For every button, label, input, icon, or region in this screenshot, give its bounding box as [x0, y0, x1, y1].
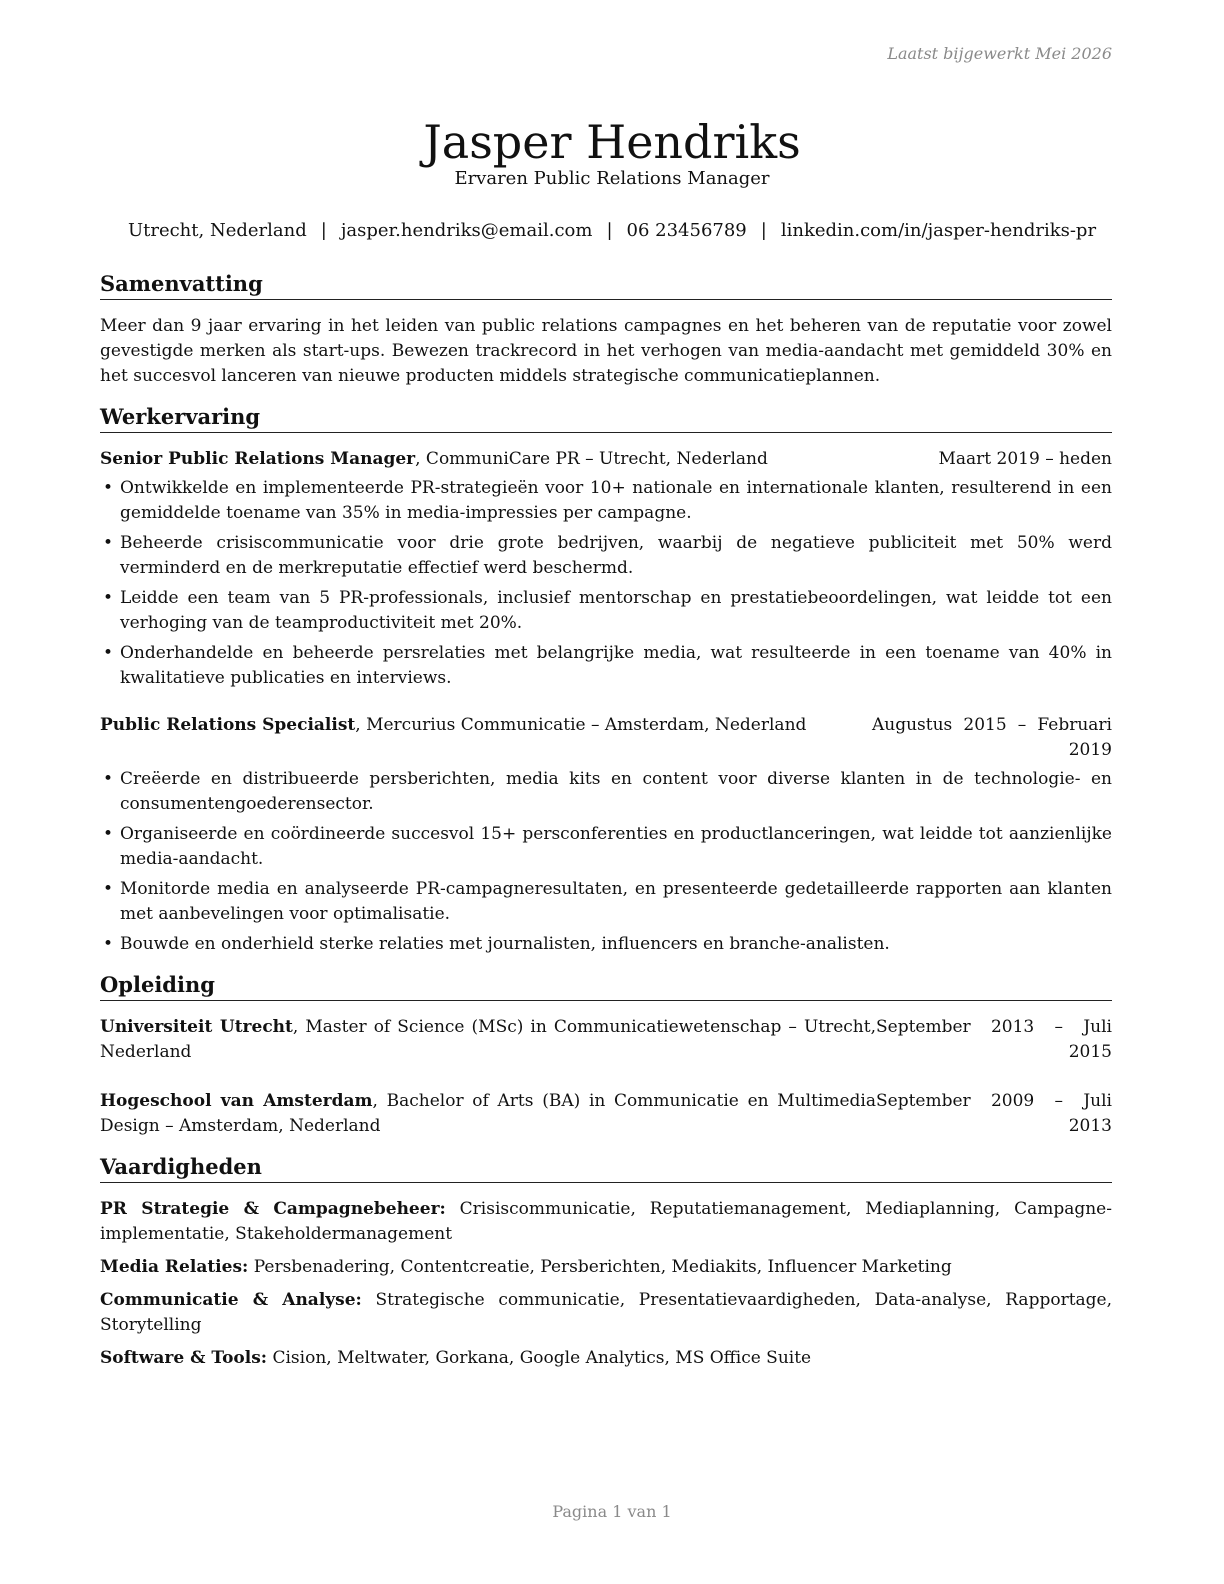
job-bullet: • Monitorde media en analyseerde PR-campagneresultaten, en presenteerde gedetailleerde rapporten aan klanten met aanbevelingen voor optimalisatie. [100, 877, 1112, 927]
job-bullet: • Onderhandelde en beheerde persrelaties met belangrijke media, wat resulteerde in een toename van 40% in kwalitatieve publicaties en interviews. [100, 641, 1112, 691]
skill-value: Crisiscommunicatie, Reputatiemanagement, Mediaplanning, Campagne-implementatie, Stakeholdermanagement [100, 1199, 1112, 1244]
skill-label: Media Relaties: [100, 1257, 249, 1277]
summary-section [100, 270, 1112, 389]
job-role-line [100, 447, 914, 472]
education-detail: , Bachelor of Arts (BA) in Communicatie en Multimedia Design – Amsterdam, Nederland [100, 1091, 876, 1136]
skills-section [100, 1153, 1112, 1371]
education-school: Universiteit Utrecht [100, 1017, 293, 1037]
education-section [100, 971, 1112, 1139]
education-description [100, 1089, 876, 1139]
contact-separator: | [760, 220, 767, 241]
skill-label: Software & Tools: [100, 1348, 268, 1368]
job-bullet: • Ontwikkelde en implementeerde PR-strategieën voor 10+ nationale en internationale klanten, resulterend in een gemiddelde toename van 35% in media-impressies per campagne. [100, 476, 1112, 526]
job-dates: Augustus 2015 – Februari 2019 [872, 715, 1112, 760]
job-bullets [100, 476, 1112, 691]
contact-separator: | [320, 220, 327, 241]
job-org: , Mercurius Communicatie – Amsterdam, Nederland [355, 715, 807, 735]
job-bullet: • Organiseerde en coördineerde succesvol 15+ persconferenties en productlanceringen, wat leidde tot aanzienlijke media-aandacht. [100, 822, 1112, 872]
contact-email[interactable]: jasper.hendriks@email.com [340, 220, 593, 241]
candidate-title: Ervaren Public Relations Manager [454, 168, 770, 189]
section-title-skills: Vaardigheden [100, 1153, 1112, 1183]
education-entry [100, 1089, 1112, 1139]
section-title-experience: Werkervaring [100, 403, 1112, 433]
education-dates: September 2013 – Juli 2015 [876, 1017, 1112, 1062]
skill-row [100, 1197, 1112, 1247]
contact-location: Utrecht, Nederland [127, 220, 307, 241]
job-org: , CommuniCare PR – Utrecht, Nederland [415, 449, 768, 469]
job-bullet: • Bouwde en onderhield sterke relaties met journalisten, influencers en branche-analisten. [100, 932, 1112, 957]
job-role: Senior Public Relations Manager [100, 449, 416, 469]
education-detail: , Master of Science (MSc) in Communicatiewetenschap – Utrecht, Nederland [100, 1017, 876, 1062]
skill-row [100, 1346, 1112, 1371]
section-title-summary: Samenvatting [100, 270, 1112, 300]
skill-value: Strategische communicatie, Presentatievaardigheden, Data-analyse, Rapportage, Storytelling [100, 1290, 1113, 1335]
last-updated-note: Laatst bijgewerkt Mei 2026 [887, 44, 1112, 63]
summary-text: Meer dan 9 jaar ervaring in het leiden van public relations campagnes en het beheren van de reputatie voor zowel gevestigde merken als start-ups. Bewezen trackrecord in het verhogen van media-aandacht met gemiddeld 30% en het succesvol lanceren van nieuwe producten middels strategische communicatieplannen. [100, 316, 1112, 386]
education-dates: September 2009 – Juli 2013 [876, 1091, 1112, 1136]
experience-section [100, 403, 1112, 957]
job-header [100, 447, 1112, 472]
job-bullet: • Creëerde en distribueerde persberichten, media kits en content voor diverse klanten in de technologie- en consumentengoederensector. [100, 767, 1112, 817]
job-header [100, 713, 1112, 763]
candidate-name: Jasper Hendriks [423, 114, 801, 169]
contact-linkedin[interactable]: linkedin.com/in/jasper-hendriks-pr [780, 220, 1097, 241]
contact-separator: | [606, 220, 613, 241]
education-entry [100, 1015, 1112, 1065]
skill-label: Communicatie & Analyse: [100, 1290, 362, 1310]
job-role-line [100, 713, 848, 738]
page-number: Pagina 1 van 1 [552, 1502, 672, 1521]
job-entry [100, 447, 1112, 691]
job-dates: Maart 2019 – heden [938, 449, 1112, 469]
education-school: Hogeschool van Amsterdam [100, 1091, 373, 1111]
section-title-education: Opleiding [100, 971, 1112, 1001]
skill-row [100, 1288, 1112, 1338]
job-bullets [100, 767, 1112, 957]
skill-value: Persbenadering, Contentcreatie, Persberichten, Mediakits, Influencer Marketing [248, 1257, 952, 1277]
education-description [100, 1015, 876, 1065]
skill-row [100, 1255, 1112, 1280]
job-bullet: • Beheerde crisiscommunicatie voor drie grote bedrijven, waarbij de negatieve publiciteit met 50% werd verminderd en de merkreputatie effectief werd beschermd. [100, 531, 1112, 581]
job-bullet: • Leidde een team van 5 PR-professionals, inclusief mentorschap en prestatiebeoordelingen, wat leidde tot een verhoging van de teamproductiviteit met 20%. [100, 586, 1112, 636]
job-role: Public Relations Specialist [100, 715, 356, 735]
contact-phone: 06 23456789 [626, 220, 747, 241]
skill-label: PR Strategie & Campagnebeheer: [100, 1199, 446, 1219]
resume-body [100, 270, 1112, 1385]
skill-value: Cision, Meltwater, Gorkana, Google Analytics, MS Office Suite [267, 1348, 812, 1368]
contact-line [0, 220, 1224, 241]
job-entry [100, 713, 1112, 957]
